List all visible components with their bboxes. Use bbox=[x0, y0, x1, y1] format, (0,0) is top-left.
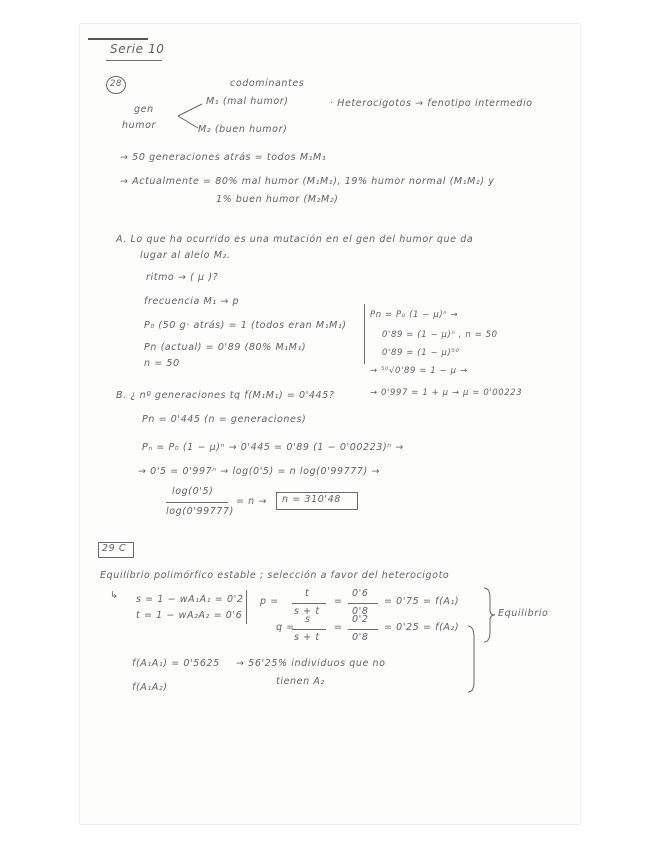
page-title: Serie 10 bbox=[110, 42, 165, 56]
fa1a2-value: f(A₁A₂) bbox=[132, 682, 168, 693]
q-denominator-value: 0'8 bbox=[352, 632, 369, 643]
q-equals: = bbox=[334, 622, 343, 633]
s-coefficient: s = 1 − wA₁A₁ = 0'2 bbox=[136, 594, 244, 605]
p-numerator: t bbox=[305, 588, 310, 599]
q-lhs: q = bbox=[276, 622, 295, 633]
part-b-eq-2: → 0'5 = 0'997ⁿ → log(0'5) = n log(0'99777) → bbox=[138, 466, 381, 477]
calc-line-3: 0'89 = (1 − μ)⁵⁰ bbox=[382, 348, 460, 358]
actualmente-line-2: 1% buen humor (M₂M₂) bbox=[216, 194, 339, 205]
p-value-fraction-bar bbox=[348, 603, 378, 604]
part-b-fraction-denominator: log(0'99777) bbox=[166, 506, 234, 517]
q-denominator: s + t bbox=[294, 632, 320, 643]
calc-line-4: → ⁵⁰√0'89 = 1 − μ → bbox=[370, 366, 468, 376]
problem-29c-arrow: ↳ bbox=[110, 590, 119, 601]
part-b-eq-n: = n → bbox=[236, 496, 267, 507]
frecuencia-line: frecuencia M₁ → p bbox=[144, 296, 240, 307]
problem-28-number: 28 bbox=[110, 79, 123, 89]
p29-right-brace bbox=[466, 624, 478, 694]
pn-line: Pn (actual) = 0'89 (80% M₁M₁) bbox=[144, 342, 307, 353]
part-b-pn: Pn = 0'445 (n = generaciones) bbox=[142, 414, 307, 425]
calc-line-1: Pn = P₀ (1 − μ)ⁿ → bbox=[370, 310, 459, 320]
t-coefficient: t = 1 − wA₂A₂ = 0'6 bbox=[136, 610, 243, 621]
p-lhs: p = bbox=[260, 596, 279, 607]
fa1a1-consequence-1: → 56'25% individuos que no bbox=[236, 658, 386, 669]
equilibrio-label: Equilibrio bbox=[498, 608, 549, 619]
fa1a1-consequence-2: tienen A₂ bbox=[276, 676, 325, 687]
actualmente-line-1: → Actualmente = 80% mal humor (M₁M₁), 19% humor normal (M₁M₂) y bbox=[120, 176, 495, 187]
q-fraction-bar bbox=[292, 629, 326, 630]
header-rule bbox=[88, 38, 148, 40]
part-a-line-2: lugar al alelo M₂. bbox=[140, 250, 231, 261]
allele-m2: M₂ (buen humor) bbox=[198, 124, 288, 135]
part-b-question: B. ¿ nº generaciones tq f(M₁M₁) = 0'445? bbox=[116, 390, 335, 401]
problem-29c-number: 29 C bbox=[102, 543, 127, 554]
hace-50-generaciones: → 50 generaciones atrás = todos M₁M₁ bbox=[120, 152, 327, 163]
problem-29c-title: Equilibrio polimórfico estable ; selección a favor del heterocigoto bbox=[100, 570, 450, 581]
p-numerator-value: 0'6 bbox=[352, 588, 369, 599]
p-result: = 0'75 = f(A₁) bbox=[384, 596, 460, 607]
gen-label: gen bbox=[134, 104, 154, 115]
p-denominator: s + t bbox=[294, 606, 320, 617]
ritmo-line: ritmo → ( μ )? bbox=[146, 272, 219, 283]
part-a-line-1: A. Lo que ha ocurrido es una mutación en el gen del humor que da bbox=[116, 234, 474, 245]
notebook-page bbox=[80, 24, 580, 824]
humor-label: humor bbox=[122, 120, 157, 131]
part-b-result: n = 310'48 bbox=[282, 494, 341, 505]
q-result: = 0'25 = f(A₂) bbox=[384, 622, 460, 633]
p29-brace-left bbox=[246, 590, 247, 624]
p0-line: P₀ (50 g· atrás) = 1 (todos eran M₁M₁) bbox=[144, 320, 347, 331]
calc-divider bbox=[364, 304, 365, 364]
heterocigotos-note: · Heterocigotos → fenotipo intermedio bbox=[330, 98, 533, 109]
part-b-fraction-numerator: log(0'5) bbox=[172, 486, 214, 497]
calc-line-5: → 0'997 = 1 + μ → μ = 0'00223 bbox=[370, 388, 523, 398]
q-numerator-value: 0'2 bbox=[352, 614, 369, 625]
p-denominator-value: 0'8 bbox=[352, 606, 369, 617]
p-equals: = bbox=[334, 596, 343, 607]
q-numerator: s bbox=[305, 614, 311, 625]
title-underline bbox=[106, 60, 162, 61]
q-value-fraction-bar bbox=[348, 629, 378, 630]
codominantes-label: codominantes bbox=[230, 78, 305, 89]
equilibrio-brace bbox=[482, 586, 496, 644]
part-b-fraction-bar bbox=[166, 502, 228, 503]
part-b-eq-1: Pₙ = P₀ (1 − μ)ⁿ → 0'445 = 0'89 (1 − 0'00223)ⁿ → bbox=[142, 442, 404, 453]
allele-m1: M₁ (mal humor) bbox=[206, 96, 289, 107]
p-fraction-bar bbox=[292, 603, 326, 604]
n-equals-50: n = 50 bbox=[144, 358, 180, 369]
fa1a1-value: f(A₁A₁) = 0'5625 bbox=[132, 658, 220, 669]
allele-branch-arrows bbox=[176, 98, 206, 138]
calc-line-2: 0'89 = (1 − μ)ⁿ , n = 50 bbox=[382, 330, 498, 340]
